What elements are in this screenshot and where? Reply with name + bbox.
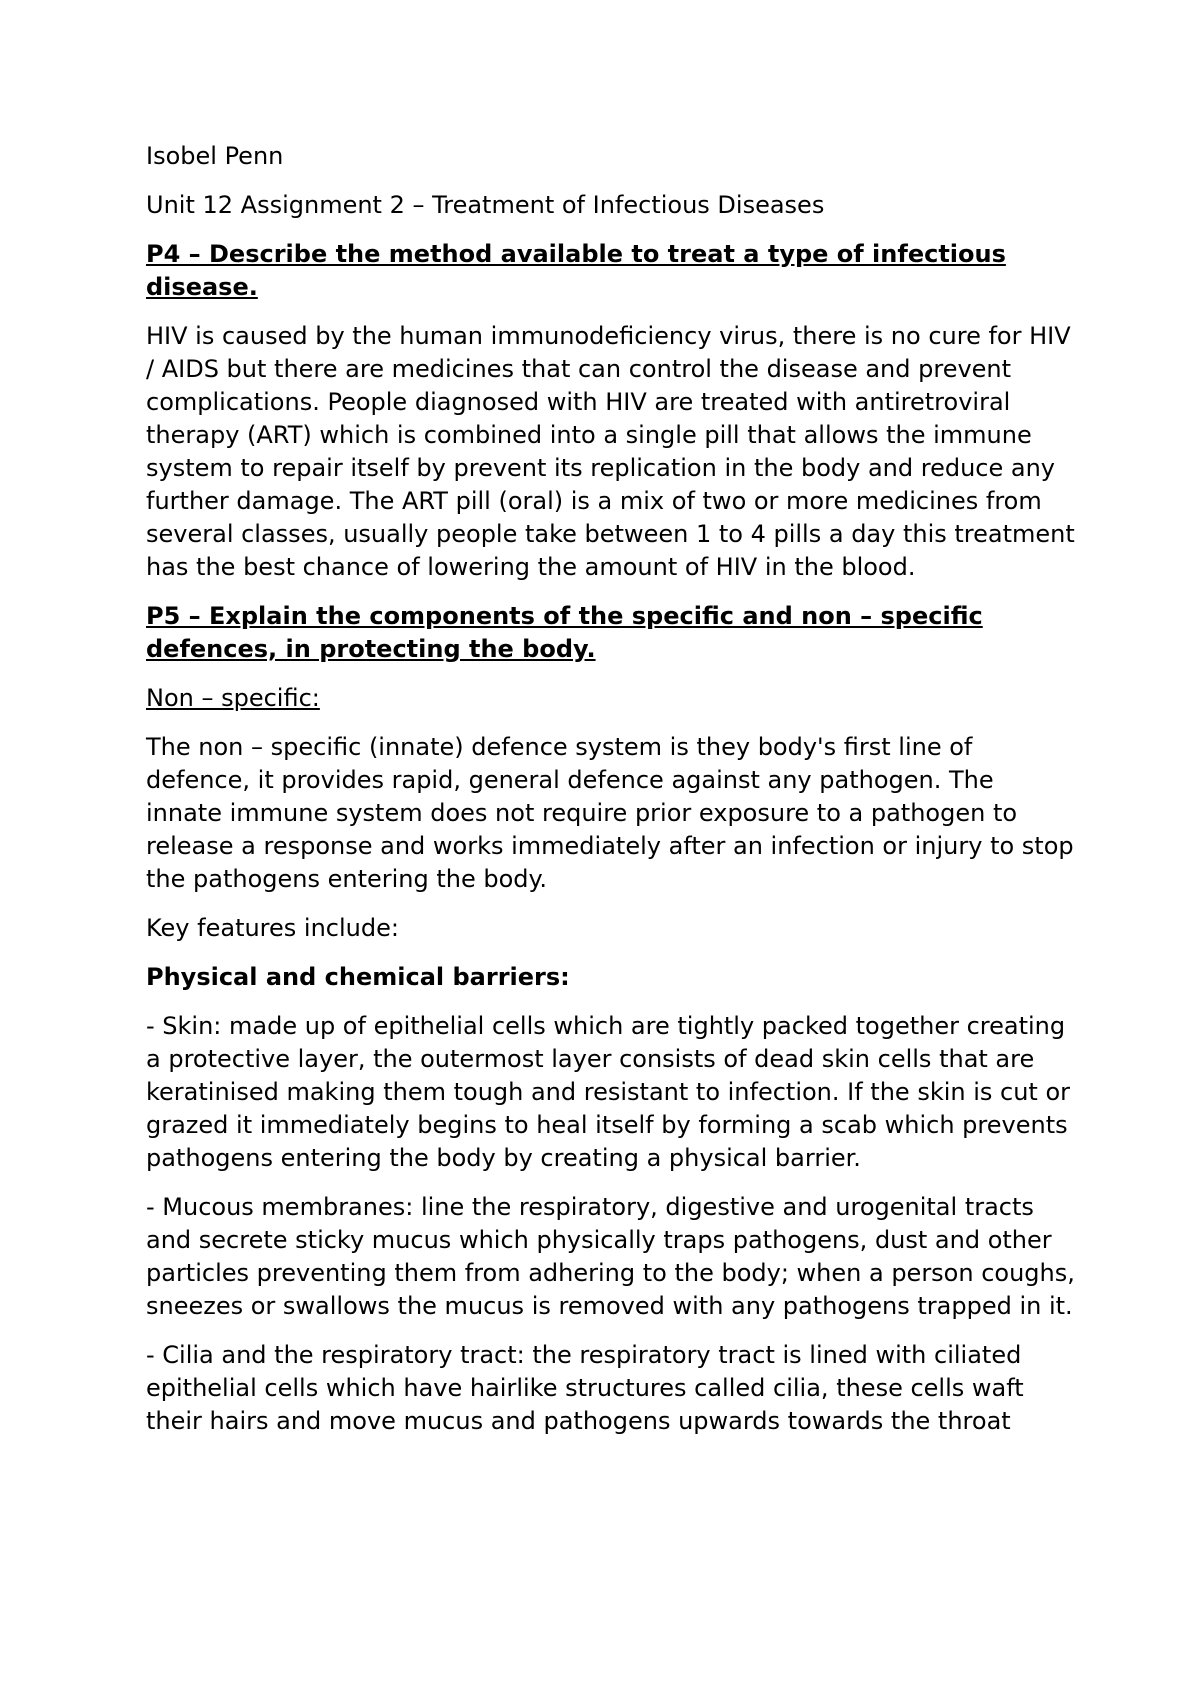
non-specific-paragraph: The non – specific (innate) defence system is they body's first line of defence, it provides rapid, general defence against any pathogen. The innate immune system does not require prior exposure to a pathogen to release a response and works immediately after an infection or injury to stop the pathogens entering the body. xyxy=(146,733,1074,893)
mucous-paragraph: - Mucous membranes: line the respiratory, digestive and urogenital tracts and secrete sticky mucus which physically traps pathogens, dust and other particles preventing them from adhering to the body; when a person coughs, sneezes or swallows the mucus is removed with any pathogens trapped in it. xyxy=(146,1193,1075,1320)
document-body xyxy=(146,140,1076,1454)
p5-heading: P5 – Explain the components of the specific and non – specific defences, in protecting the body. xyxy=(146,602,983,663)
skin-paragraph: - Skin: made up of epithelial cells which are tightly packed together creating a protective layer, the outermost layer consists of dead skin cells that are keratinised making them tough and resistant to infection. If the skin is cut or grazed it immediately begins to heal itself by forming a scab which prevents pathogens entering the body by creating a physical barrier. xyxy=(146,1012,1071,1172)
barriers-heading: Physical and chemical barriers: xyxy=(146,963,570,991)
p4-heading: P4 – Describe the method available to treat a type of infectious disease. xyxy=(146,240,1006,301)
non-specific-label: Non – specific: xyxy=(146,684,320,712)
key-features-label: Key features include: xyxy=(146,914,399,942)
p4-paragraph: HIV is caused by the human immunodeficiency virus, there is no cure for HIV / AIDS but there are medicines that can control the disease and prevent complications. People diagnosed with HIV are treated with antiretroviral therapy (ART) which is combined into a single pill that allows the immune system to repair itself by prevent its replication in the body and reduce any further damage. The ART pill (oral) is a mix of two or more medicines from several classes, usually people take between 1 to 4 pills a day this treatment has the best chance of lowering the amount of HIV in the blood. xyxy=(146,322,1075,581)
document-title: Unit 12 Assignment 2 – Treatment of Infectious Diseases xyxy=(146,191,825,219)
author-name: Isobel Penn xyxy=(146,142,284,170)
cilia-paragraph: - Cilia and the respiratory tract: the respiratory tract is lined with ciliated epithelial cells which have hairlike structures called cilia, these cells waft their hairs and move mucus and pathogens upwards towards the throat xyxy=(146,1341,1024,1435)
